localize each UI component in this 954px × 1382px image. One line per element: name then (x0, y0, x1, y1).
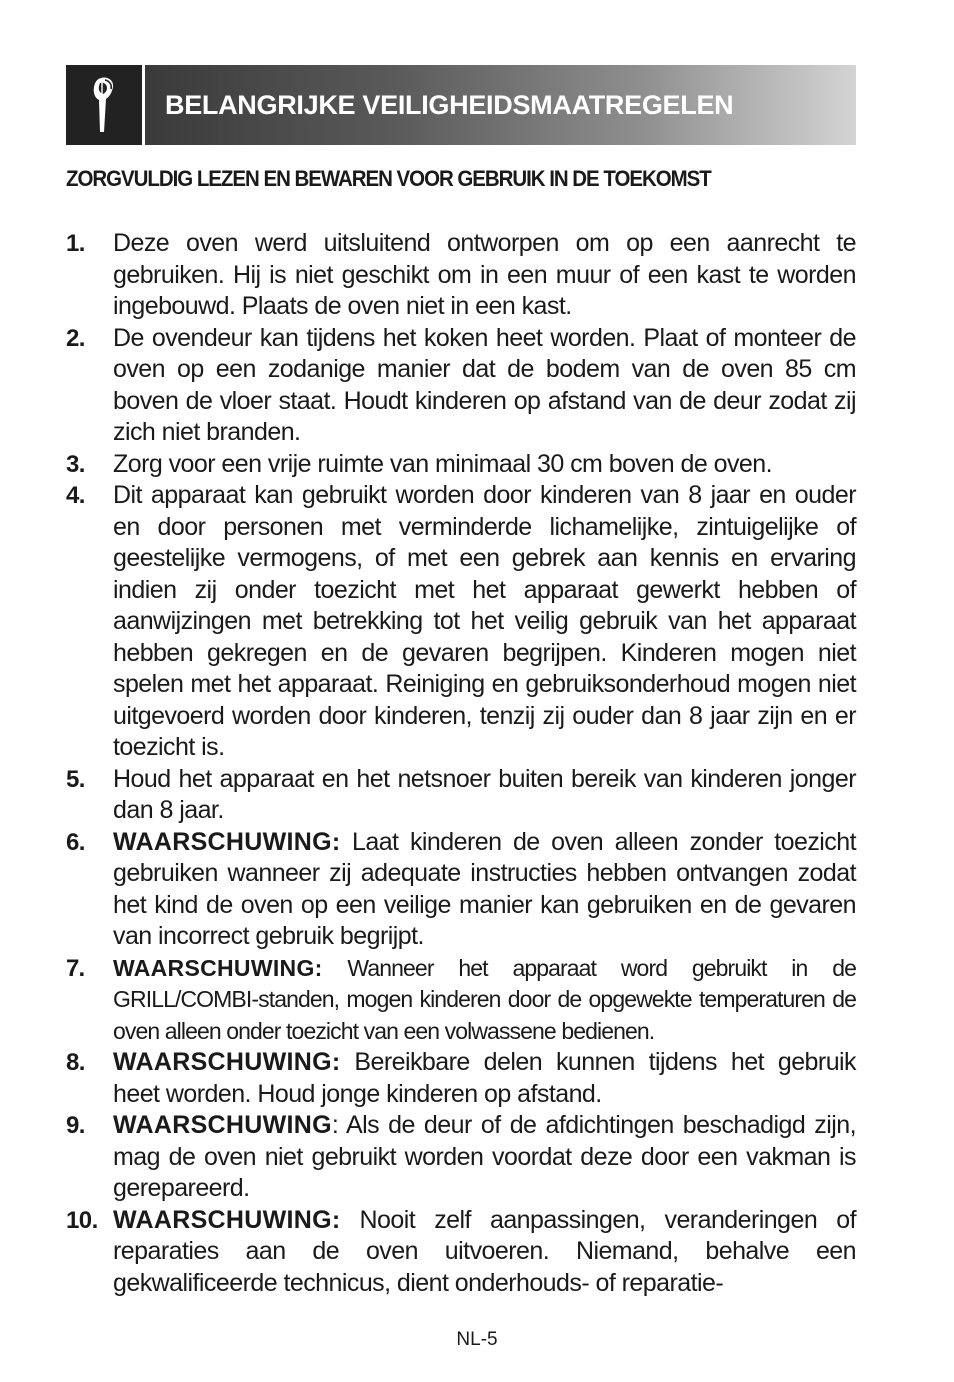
list-item (66, 228, 856, 323)
item-number: 5. (66, 765, 85, 793)
item-number: 9. (66, 1112, 85, 1139)
safety-list (66, 228, 856, 1299)
item-text: : Als de deur of de afdichtingen beschadigd zijn, mag de oven niet gebruikt worden voordat deze door een vakman is gerepareerd. (113, 1111, 856, 1202)
item-warning-label: WAARSCHUWING: (113, 1205, 341, 1234)
item-warning-label: WAARSCHUWING: (113, 827, 341, 856)
list-item (66, 827, 856, 953)
section-header (66, 65, 856, 145)
list-item (66, 449, 856, 481)
list-item (66, 1110, 856, 1205)
subtitle: ZORGVULDIG LEZEN EN BEWAREN VOOR GEBRUIK IN DE TOEKOMST (66, 166, 711, 191)
item-number: 2. (66, 324, 85, 352)
item-text: Wanneer het apparaat word gebruikt in de GRILL/COMBI-standen, mogen kinderen door de opgewekte temperaturen de oven alleen onder toezicht van een volwassene bedienen. (113, 954, 856, 1044)
item-text: Zorg voor een vrije ruimte van minimaal 30 cm boven de oven. (113, 449, 772, 478)
item-text: Dit apparaat kan gebruikt worden door kinderen van 8 jaar en ouder en door personen met verminderde lichamelijke, zintuigelijke of geestelijke vermogens, of met een gebrek aan kennis en ervaring indien zij onder toezicht met het apparaat gewerkt hebben of aanwijzingen met betrekking tot het veilig gebruik van het apparaat hebben gekregen en de gevaren begrijpen. Kinderen mogen niet spelen met het apparaat. Reiniging en gebruiksonderhoud mogen niet uitgevoerd worden door kinderen, tenzij zij ouder dan 8 jaar zijn en er toezicht is. (113, 481, 856, 761)
header-icon-box (66, 65, 145, 145)
item-text: Bereikbare delen kunnen tijdens het gebruik heet worden. Houd jonge kinderen op afstand. (113, 1048, 856, 1108)
page-title: BELANGRIJKE VEILIGHEIDSMAATREGELEN (165, 89, 734, 120)
item-number: 3. (66, 450, 85, 478)
item-text: Nooit zelf aanpassingen, veranderingen of reparaties aan de oven uitvoeren. Niemand, behalve een gekwalificeerde technicus, dient onderhouds- of reparatie- (113, 1205, 856, 1297)
list-item (66, 953, 856, 1048)
list-item (66, 764, 856, 827)
header-title-box (145, 65, 856, 145)
item-text: Deze oven werd uitsluitend ontworpen om op een aanrecht te gebruiken. Hij is niet geschikt om in een muur of een kast te worden ingebouwd. Plaats de oven niet in een kast. (113, 229, 856, 320)
item-number: 1. (66, 230, 85, 257)
item-number: 8. (66, 1049, 85, 1076)
item-text: Houd het apparaat en het netsnoer buiten bereik van kinderen jonger dan 8 jaar. (113, 764, 856, 824)
item-text: Laat kinderen de oven alleen zonder toezicht gebruiken wanneer zij adequate instructies hebben ontvangen zodat het kind de oven op een veilige manier kan gebruiken en de gevaren van incorrect gebruik begrijpt. (113, 827, 856, 950)
item-warning-label: WAARSCHUWING: (113, 954, 323, 981)
list-item (66, 1047, 856, 1110)
item-text: De ovendeur kan tijdens het koken heet worden. Plaat of monteer de oven op een zodanige manier dat de bodem van de oven 85 cm boven de vloer staat. Houdt kinderen op afstand van de deur zodat zij zich niet branden. (113, 323, 856, 446)
page-number: NL-5 (456, 1329, 498, 1350)
list-item (66, 480, 856, 764)
item-number: 10. (66, 1206, 98, 1234)
item-warning-label: WAARSCHUWING (113, 1111, 332, 1139)
item-number: 6. (66, 828, 85, 856)
item-warning-label: WAARSCHUWING: (113, 1048, 341, 1076)
item-number: 4. (66, 482, 85, 509)
list-item (66, 1205, 856, 1300)
item-number: 7. (66, 954, 85, 982)
hand-pointer-warning-icon (87, 74, 121, 136)
list-item (66, 323, 856, 449)
